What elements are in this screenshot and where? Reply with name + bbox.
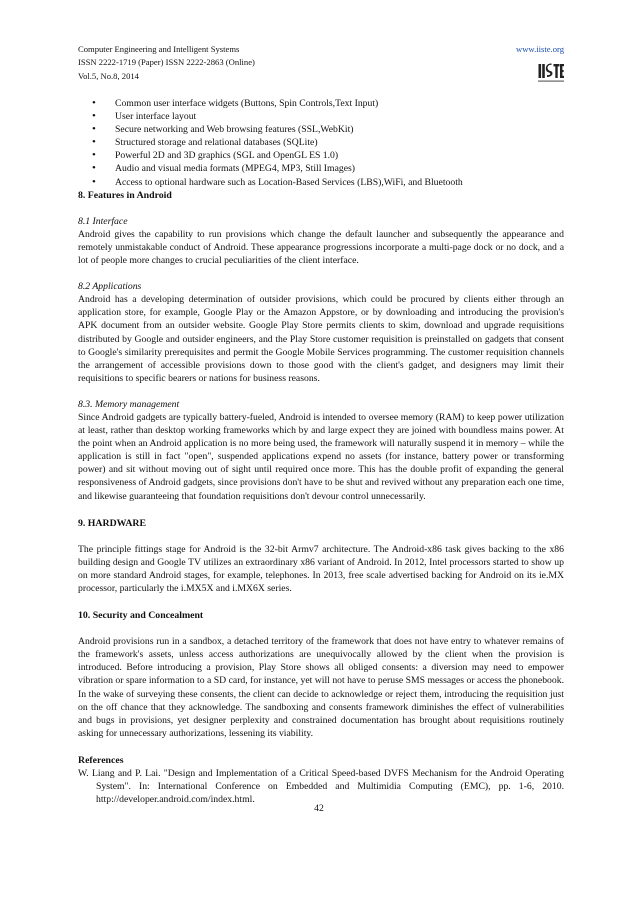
section-heading-hardware: 9. HARDWARE [78, 517, 147, 529]
feature-bullet-list [78, 97, 564, 189]
page-number: 42 [314, 803, 324, 814]
subsection-heading-applications: 8.2 Applications [78, 281, 142, 293]
volume-line: Vol.5, No.8, 2014 [78, 70, 139, 81]
list-item: • User interface layout [78, 110, 564, 123]
references-heading: References [78, 754, 124, 766]
list-item: • Secure networking and Web browsing features (SSL,WebKit) [78, 123, 564, 136]
section-heading-features: 8. Features in Android [78, 189, 172, 201]
paragraph-applications: Android has a developing determination of outsider provisions, which could be procured by clients either through an application store, for example, Google Play or the Amazon Appstore, or by downloading and introducing the provision's APK document from an outsider website. Google Play Store permits clients to skim, download and upgrade requisitions distributed by Google and outsider engineers, and the Play Store customer requisition is preinstalled on gadgets that consent to Google's similarity prerequisites and permit the Google Mobile Services programming. The customer requisition channels the arrangement of accessible provisions down to those good with the client's gadget, and designers may limit their requisitions to specific bearers or nations for business reasons. [78, 294, 564, 384]
list-item: • Common user interface widgets (Buttons, Spin Controls,Text Input) [78, 97, 564, 110]
page-header [78, 43, 564, 83]
reference-item: W. Liang and P. Lai. "Design and Implementation of a Critical Speed-based DVFS Mechanism for the Android Operating System". In: International Conference on Embedded and Multimidia Computing (EMC), pp. 1-6, 2010. http://developer.android.com/index.html. [78, 768, 564, 806]
list-item: • Structured storage and relational databases (SQLite) [78, 136, 564, 149]
list-item: • Audio and visual media formats (MPEG4, MP3, Still Images) [78, 162, 564, 175]
paragraph-interface: Android gives the capability to run provisions which change the default launcher and subsequently the appearance and remotely unmistakable conduct of Android. These appearance progressions incorporate a multi-page dock or no dock, and a lot of people more changes to crucial peculiarities of the client interface. [78, 228, 564, 267]
issn-line: ISSN 2222-1719 (Paper) ISSN 2222-2863 (Online) [78, 57, 255, 68]
paragraph-hardware: The principle fittings stage for Android is the 32-bit Armv7 architecture. The Android-x86 task gives backing to the x86 building design and Google TV utilizes an extraordinary x86 variant of Android. In 2012, Intel processors started to show up on more standard Android stages, for example, telephones. In 2013, free scale advertised backing for Android on its ie.MX processor, particularly the i.MX5X and i.MX6X series. [78, 543, 564, 594]
journal-url-link[interactable]: www.iiste.org [516, 44, 564, 54]
paragraph-security: Android provisions run in a sandbox, a detached territory of the framework that does not have entry to whatever remains of the framework's assets, unless access authorizations are unequivocally allowed by the client when the provision is introduced. Before introducing a provision, Play Store shows all obliged consents: a diversion may need to empower vibration or spare information to a SD card, for instance, yet will not have to peruse SMS messages or access the phonebook. In the wake of surveying these consents, the client can decide to acknowledge or reject them, introducing the requisition just on the off chance that they acknowledge. The sandboxing and consents framework diminishes the effect of vulnerabilities and bugs in provisions, yet designer perplexity and constrained documentation has brought about requisitions routinely asking for unnecessary authorizations, lessening its viability. [78, 636, 564, 739]
paragraph-memory: Since Android gadgets are typically battery-fueled, Android is intended to oversee memory (RAM) to keep power utilization at least, rather than desktop working frameworks which by and large expect they are joined with boundless mains power. At the point when an Android application is no more being used, the framework will naturally suspend it in memory – while the application is still in fact "open", suspended applications expend no assets (for instance, battery power or transforming power) and sit without moving out of sight until required once more. This has the double profit of expanding the general responsiveness of Android gadgets, since provisions don't have to be shut and revived without any preparation each one time, and likewise guaranteeing that foundation requisitions don't devour control unnecessarily. [78, 411, 565, 502]
article-body [78, 97, 564, 806]
list-item: • Powerful 2D and 3D graphics (SGL and OpenGL ES 1.0) [78, 149, 564, 162]
list-item: • Access to optional hardware such as Location-Based Services (LBS),WiFi, and Bluetooth [78, 176, 564, 189]
journal-name: Computer Engineering and Intelligent Systems [78, 44, 240, 54]
iiste-logo [538, 62, 564, 84]
subsection-heading-interface: 8.1 Interface [78, 215, 128, 227]
subsection-heading-memory: 8.3. Memory management [78, 398, 180, 410]
section-heading-security: 10. Security and Concealment [78, 610, 204, 622]
